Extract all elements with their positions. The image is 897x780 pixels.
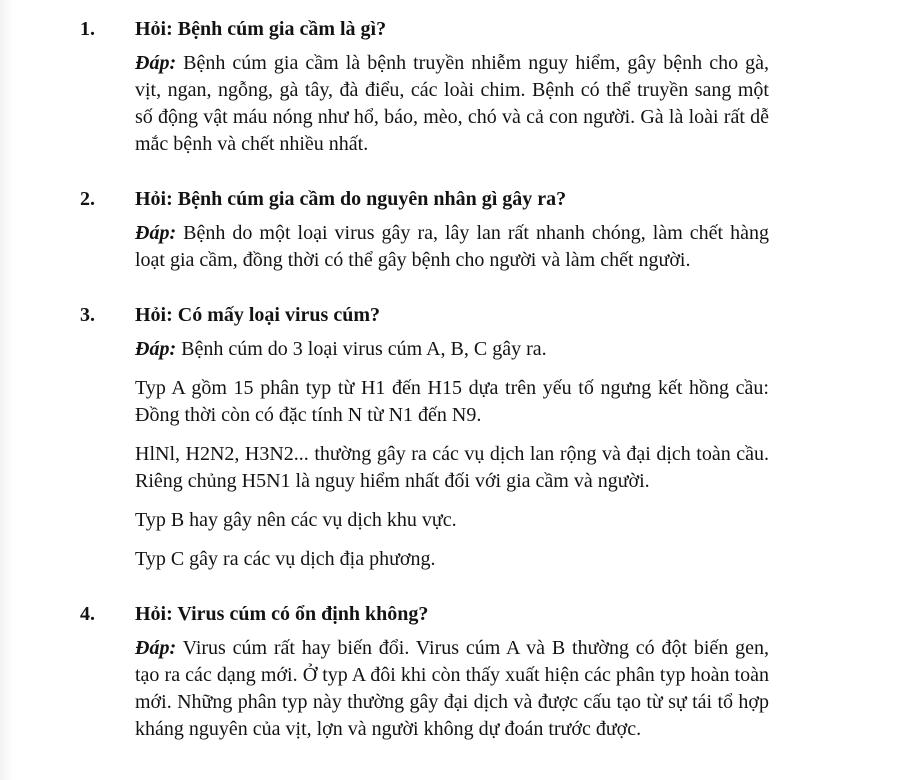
question-number: 2. xyxy=(80,188,95,210)
answer-label: Đáp: xyxy=(135,52,177,74)
qa-item-3 xyxy=(80,302,769,573)
qa-item-2 xyxy=(80,186,769,274)
answer-paragraph xyxy=(135,635,769,743)
answer-text: Bệnh do một loại virus gây ra, lây lan rất nhanh chóng, làm chết hàng loạt gia cầm, đồng thời có thể gây bệnh cho người và làm chết người. xyxy=(135,222,770,271)
answer-extra-paragraph: Typ C gây ra các vụ dịch địa phương. xyxy=(135,548,436,570)
answer-extra-paragraph: Typ B hay gây nên các vụ dịch khu vực. xyxy=(135,509,457,531)
question-number: 1. xyxy=(80,18,95,40)
answer-extra-paragraph: HlNl, H2N2, H3N2... thường gây ra các vụ dịch lan rộng và đại dịch toàn cầu. Riêng chủng H5N1 là nguy hiểm nhất đối với gia cầm và người. xyxy=(135,443,769,492)
qa-body xyxy=(135,302,769,573)
qa-item-4 xyxy=(80,601,769,743)
answer-paragraph xyxy=(135,50,769,158)
qa-item-1 xyxy=(80,16,769,158)
question-text: Hỏi: Bệnh cúm gia cầm do nguyên nhân gì gây ra? xyxy=(135,188,567,210)
question-text: Hỏi: Có mấy loại virus cúm? xyxy=(135,304,380,326)
answer-text: Virus cúm rất hay biến đổi. Virus cúm A và B thường có đột biến gen, tạo ra các dạng mới. Ở typ A đôi khi còn thấy xuất hiện các phân typ hoàn toàn mới. Những phân typ này thường gây đại dịch và được cấu tạo từ sự tái tổ hợp kháng nguyên của vịt, lợn và người không dự đoán trước được. xyxy=(135,637,770,740)
question-number: 4. xyxy=(80,603,95,625)
question-text: Hỏi: Virus cúm có ổn định không? xyxy=(135,603,429,625)
answer-text: Bệnh cúm do 3 loại virus cúm A, B, C gây ra. xyxy=(181,338,547,360)
page-edge-shadow xyxy=(0,0,14,780)
question-text: Hỏi: Bệnh cúm gia cầm là gì? xyxy=(135,18,387,40)
qa-body xyxy=(135,16,769,158)
answer-label: Đáp: xyxy=(135,222,177,244)
question-number: 3. xyxy=(80,304,95,326)
answer-paragraph xyxy=(135,220,769,274)
answer-label: Đáp: xyxy=(135,338,177,360)
answer-text: Bệnh cúm gia cầm là bệnh truyền nhiễm nguy hiểm, gây bệnh cho gà, vịt, ngan, ngỗng, gà tây, đà điểu, các loài chim. Bệnh có thể truyền sang một số động vật máu nóng như hổ, báo, mèo, chó và cả con người. Gà là loài rất dễ mắc bệnh và chết nhiều nhất. xyxy=(135,52,769,155)
qa-body xyxy=(135,601,769,743)
answer-paragraph xyxy=(135,336,769,363)
qa-body xyxy=(135,186,769,274)
answer-label: Đáp: xyxy=(135,637,177,659)
answer-extra-paragraph: Typ A gồm 15 phân typ từ H1 đến H15 dựa trên yếu tố ngưng kết hồng cầu: Đồng thời còn có đặc tính N từ N1 đến N9. xyxy=(135,377,769,426)
